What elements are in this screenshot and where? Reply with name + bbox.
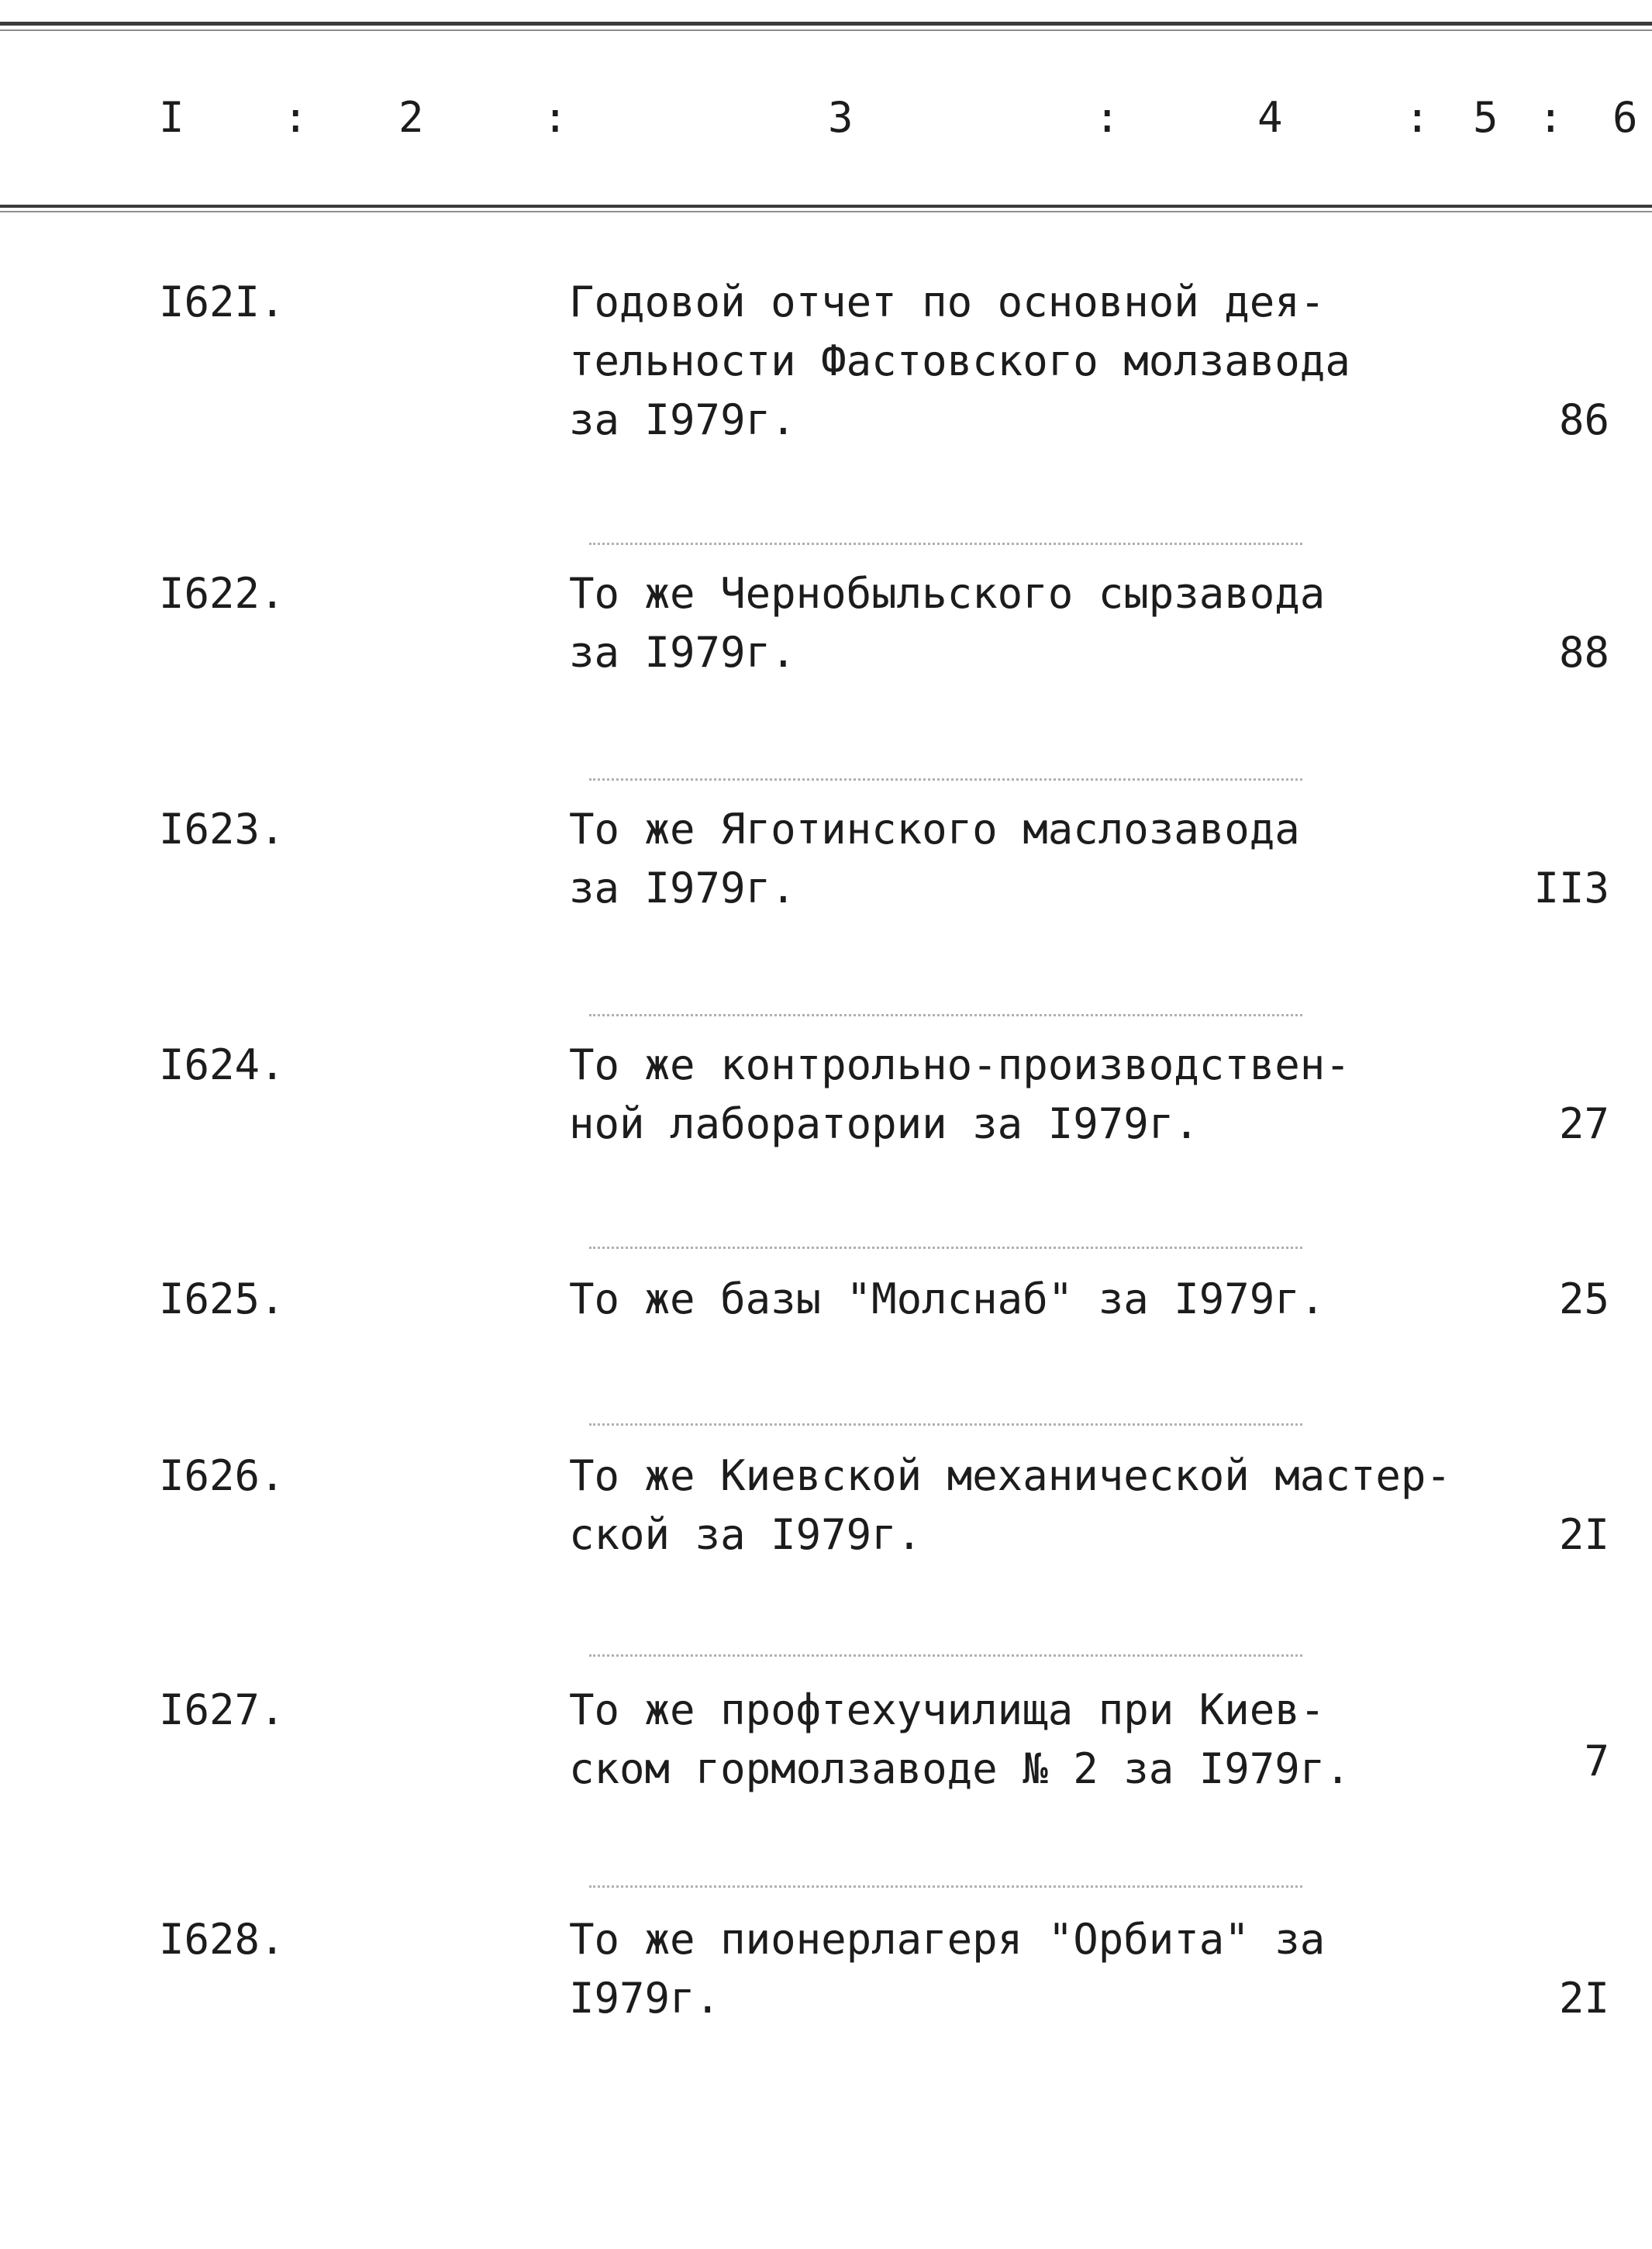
top-rule xyxy=(0,22,1652,26)
sheet-count: 2I xyxy=(1558,1510,1609,1559)
item-number: I626. xyxy=(159,1451,285,1500)
sheet-count: 2I xyxy=(1558,1974,1609,2023)
item-number: I628. xyxy=(159,1915,285,1964)
item-number: I62I. xyxy=(159,278,285,326)
separator-line xyxy=(589,543,1302,545)
header-rule-secondary xyxy=(0,211,1652,212)
item-description xyxy=(569,1447,1484,1564)
separator-line xyxy=(589,1885,1302,1888)
column-separator: : xyxy=(1405,93,1430,142)
separator-line xyxy=(589,1247,1302,1249)
item-number: I622. xyxy=(159,569,285,618)
description-line: I979г. xyxy=(569,1974,721,2023)
sheet-count: 27 xyxy=(1558,1099,1609,1148)
column-header-2: 2 xyxy=(398,93,424,142)
column-header-1: I xyxy=(159,93,185,142)
top-rule-secondary xyxy=(0,29,1652,31)
item-number: I625. xyxy=(159,1275,285,1323)
column-separator: : xyxy=(543,93,568,142)
column-header-5: 5 xyxy=(1473,93,1499,142)
description-line: То же пионерлагеря "Орбита" за xyxy=(569,1915,1326,1964)
item-description xyxy=(569,273,1484,450)
description-line: То же Чернобыльского сырзавода xyxy=(569,569,1326,618)
description-line: Годовой отчет по основной дея- xyxy=(569,278,1326,326)
description-line: за I979г. xyxy=(569,395,796,444)
sheet-count: II3 xyxy=(1533,864,1609,912)
description-line: ной лаборатории за I979г. xyxy=(569,1099,1199,1148)
separator-line xyxy=(589,778,1302,781)
item-description xyxy=(569,800,1484,918)
separator-line xyxy=(589,1423,1302,1426)
item-description xyxy=(569,1681,1484,1799)
description-line: за I979г. xyxy=(569,628,796,677)
description-line: тельности Фастовского молзавода xyxy=(569,336,1350,385)
sheet-count: 7 xyxy=(1584,1737,1609,1785)
item-description xyxy=(569,1270,1484,1329)
item-description xyxy=(569,1036,1484,1154)
description-line: ском гормолзаводе № 2 за I979г. xyxy=(569,1744,1350,1793)
description-line: То же Яготинского маслозавода xyxy=(569,805,1300,854)
item-number: I623. xyxy=(159,805,285,854)
description-line: за I979г. xyxy=(569,864,796,912)
description-line: ской за I979г. xyxy=(569,1510,923,1559)
separator-line xyxy=(589,1014,1302,1016)
sheet-count: 88 xyxy=(1558,628,1609,677)
description-line: То же базы "Молснаб" за I979г. xyxy=(569,1275,1326,1323)
sheet-count: 25 xyxy=(1558,1275,1609,1323)
description-line: То же контрольно-производствен- xyxy=(569,1040,1350,1089)
sheet-count: 86 xyxy=(1558,395,1609,444)
description-line: То же профтехучилища при Киев- xyxy=(569,1685,1326,1734)
column-separator: : xyxy=(1095,93,1120,142)
column-separator: : xyxy=(283,93,309,142)
separator-line xyxy=(589,1654,1302,1657)
item-description xyxy=(569,1910,1484,2028)
column-header-3: 3 xyxy=(828,93,854,142)
header-rule xyxy=(0,205,1652,208)
column-header-4: 4 xyxy=(1257,93,1283,142)
column-separator: : xyxy=(1538,93,1564,142)
item-number: I624. xyxy=(159,1040,285,1089)
description-line: То же Киевской механической мастер- xyxy=(569,1451,1451,1500)
column-header-6: 6 xyxy=(1612,93,1638,142)
item-description xyxy=(569,564,1484,682)
item-number: I627. xyxy=(159,1685,285,1734)
